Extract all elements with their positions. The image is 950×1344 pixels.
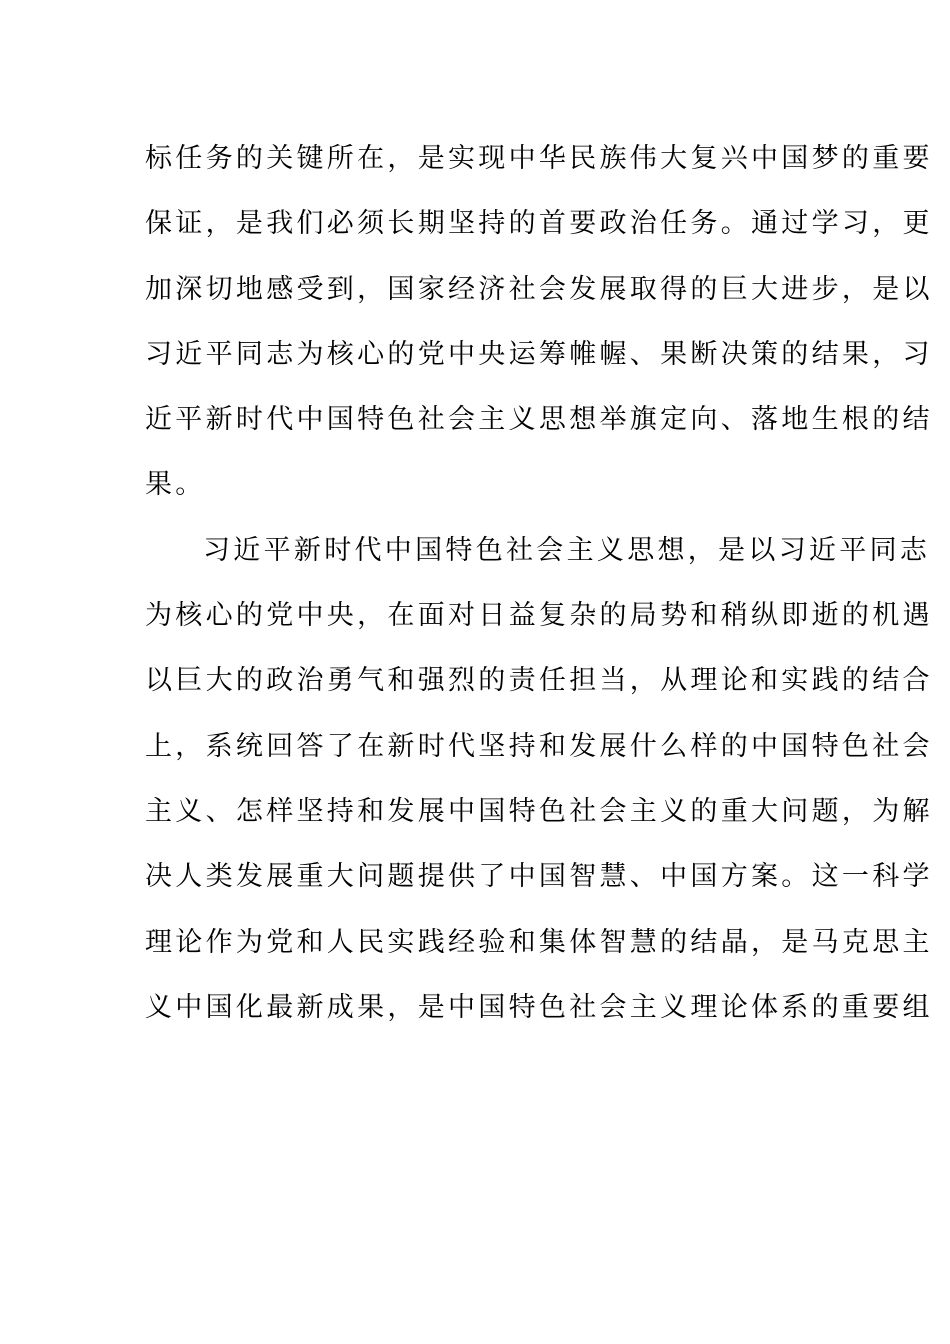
paragraph-first-line: 习近平新时代中国特色社会主义思想，是以习近平同志 xyxy=(203,534,931,566)
text-line: 习近平同志为核心的党中央运筹帷幄、果断决策的结果，习 xyxy=(145,338,933,370)
text-line: 义中国化最新成果，是中国特色社会主义理论体系的重要组 xyxy=(145,991,933,1023)
text-line: 以巨大的政治勇气和强烈的责任担当，从理论和实践的结合 xyxy=(145,665,933,697)
body-text xyxy=(145,126,933,1040)
text-line: 上，系统回答了在新时代坚持和发展什么样的中国特色社会 xyxy=(145,730,933,762)
text-line: 为核心的党中央，在面对日益复杂的局势和稍纵即逝的机遇 xyxy=(145,600,933,632)
text-line: 主义、怎样坚持和发展中国特色社会主义的重大问题，为解 xyxy=(145,795,933,827)
text-line: 近平新时代中国特色社会主义思想举旗定向、落地生根的结 xyxy=(145,404,933,436)
text-line: 加深切地感受到，国家经济社会发展取得的巨大进步，是以 xyxy=(145,273,933,305)
text-line: 理论作为党和人民实践经验和集体智慧的结晶，是马克思主 xyxy=(145,926,933,958)
text-line: 标任务的关键所在，是实现中华民族伟大复兴中国梦的重要 xyxy=(145,143,933,174)
text-line: 果。 xyxy=(145,469,206,501)
text-line: 决人类发展重大问题提供了中国智慧、中国方案。这一科学 xyxy=(145,861,933,893)
text-line: 保证，是我们必须长期坚持的首要政治任务。通过学习，更 xyxy=(145,208,933,240)
